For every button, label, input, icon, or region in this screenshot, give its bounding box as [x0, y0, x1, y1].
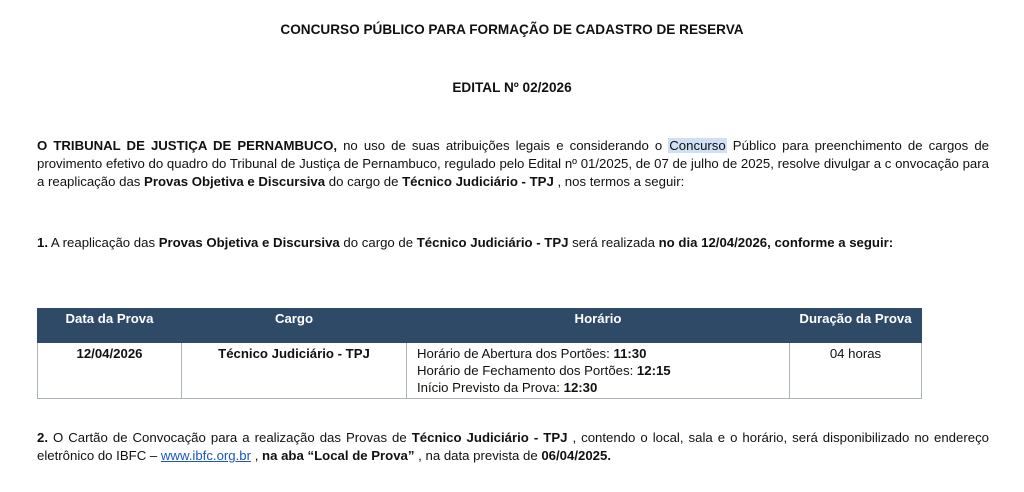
item-1-text-b: do cargo de	[339, 235, 417, 250]
header-horario: Horário	[407, 309, 790, 343]
schedule-table	[37, 308, 922, 399]
item-2-text-c: ,	[251, 448, 263, 463]
item-2-text-d: , na data prevista de	[414, 448, 542, 463]
document-title: CONCURSO PÚBLICO PARA FORMAÇÃO DE CADASTRO DE RESERVA	[280, 22, 744, 37]
header-duracao: Duração da Prova	[790, 309, 922, 343]
horario-line	[417, 379, 783, 396]
ibfc-link[interactable]: www.ibfc.org.br	[160, 448, 252, 463]
item-1-paragraph	[37, 234, 989, 252]
item-2-cargo: Técnico Judiciário - TPJ	[411, 430, 568, 445]
table-header-row	[38, 309, 922, 343]
institution-name: O TRIBUNAL DE JUSTIÇA DE PERNAMBUCO,	[37, 138, 337, 153]
cell-date: 12/04/2026	[38, 343, 182, 399]
cell-horario	[407, 343, 790, 399]
intro-text-b: Público para preenchimento de cargos de provimento efetivo do quadro do Tribunal de Justiça de Pernambuco, regulado pelo Edital nº 01/2025, de 07 de julho de 2025, resolve divulgar a c onvocação para a reaplicação das	[37, 138, 989, 189]
intro-cargo: Técnico Judiciário - TPJ	[402, 174, 554, 189]
intro-exams: Provas Objetiva e Discursiva	[144, 174, 326, 189]
intro-text-a: no uso de suas atribuições legais e considerando o	[337, 138, 669, 153]
horario-label: Início Previsto da Prova:	[417, 380, 564, 395]
item-2-text-a: O Cartão de Convocação para a realização das Provas de	[48, 430, 412, 445]
item-1-text-a: A reaplicação das	[48, 235, 159, 250]
item-2-number: 2.	[37, 430, 48, 445]
horario-label: Horário de Fechamento dos Portões:	[417, 363, 637, 378]
horario-time: 12:15	[636, 363, 671, 378]
item-2-aba: na aba “Local de Prova”	[262, 448, 415, 463]
horario-line	[417, 362, 783, 379]
item-1-text-c: será realizada	[568, 235, 659, 250]
table-row	[38, 343, 922, 399]
item-1-cargo: Técnico Judiciário - TPJ	[416, 235, 569, 250]
intro-text-c: do cargo de	[325, 174, 403, 189]
item-1-number: 1.	[37, 235, 48, 250]
edital-number: EDITAL Nº 02/2026	[452, 80, 572, 95]
item-2-paragraph	[37, 429, 989, 465]
header-cargo: Cargo	[182, 309, 407, 343]
horario-time: 12:30	[563, 380, 598, 395]
item-1-exams: Provas Objetiva e Discursiva	[158, 235, 340, 250]
intro-paragraph	[37, 137, 989, 191]
cell-duracao: 04 horas	[790, 343, 922, 399]
cell-cargo: Técnico Judiciário - TPJ	[182, 343, 407, 399]
horario-label: Horário de Abertura dos Portões:	[417, 346, 614, 361]
intro-text-d: , nos termos a seguir:	[553, 174, 685, 189]
header-data-da-prova: Data da Prova	[38, 309, 182, 343]
selected-text[interactable]: Concurso	[669, 138, 726, 153]
horario-line	[417, 345, 783, 362]
item-1-date: no dia 12/04/2026, conforme a seguir:	[658, 235, 894, 250]
horario-time: 11:30	[613, 346, 647, 361]
item-2-date: 06/04/2025.	[541, 448, 611, 463]
item-2-text-b: , contendo o local, sala e o horário, será disponibilizado no endereço eletrônico do IBFC –	[37, 430, 989, 463]
